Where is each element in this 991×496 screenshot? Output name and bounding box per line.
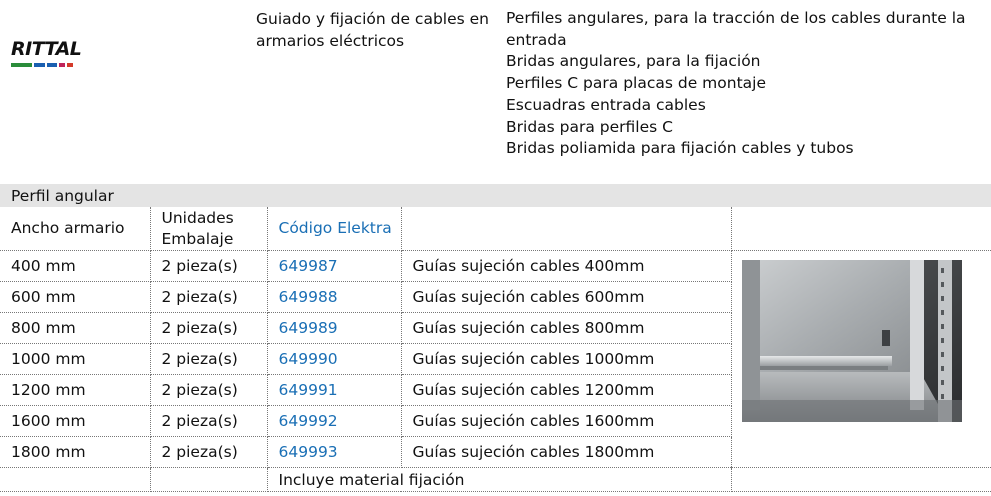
product-table: [0, 207, 991, 492]
cell-width: 800 mm: [0, 313, 150, 344]
column-header-image: [731, 207, 991, 251]
table-header-row: [0, 207, 991, 251]
product-image-cell: [731, 251, 991, 468]
cell-width: 600 mm: [0, 282, 150, 313]
cell-width: 1200 mm: [0, 375, 150, 406]
cell-width: 1000 mm: [0, 344, 150, 375]
cell-description: Guías sujeción cables 400mm: [401, 251, 731, 282]
column-header-width: Ancho armario: [0, 207, 150, 251]
cell-code-link[interactable]: 649990: [267, 344, 401, 375]
column-header-description: [401, 207, 731, 251]
product-item: Perfiles angulares, para la tracción de los cables durante la entrada: [506, 9, 966, 49]
footnote: Incluye material fijación: [267, 468, 731, 492]
cell-units: 2 pieza(s): [150, 313, 267, 344]
cabinet-photo-image: [742, 260, 962, 422]
product-photo: [742, 260, 962, 422]
column-header-units: Unidades Embalaje: [150, 207, 267, 251]
footer-empty-cell: [0, 468, 150, 492]
footer-empty-cell: [150, 468, 267, 492]
brand-color-bar: [11, 63, 75, 67]
cell-units: 2 pieza(s): [150, 344, 267, 375]
cell-units: 2 pieza(s): [150, 406, 267, 437]
cell-code-link[interactable]: 649993: [267, 437, 401, 468]
brand-name: RITTAL: [11, 38, 82, 60]
section-title: Perfil angular: [11, 187, 114, 205]
cell-description: Guías sujeción cables 1200mm: [401, 375, 731, 406]
cell-description: Guías sujeción cables 600mm: [401, 282, 731, 313]
column-header-code: Código Elektra: [267, 207, 401, 251]
cell-code-link[interactable]: 649987: [267, 251, 401, 282]
product-list: [506, 8, 976, 160]
cell-description: Guías sujeción cables 1800mm: [401, 437, 731, 468]
product-item: Bridas para perfiles C: [506, 117, 673, 136]
cell-code-link[interactable]: 649992: [267, 406, 401, 437]
cell-width: 1800 mm: [0, 437, 150, 468]
product-item: Bridas angulares, para la fijación: [506, 52, 761, 71]
footer-empty-cell: [731, 468, 991, 492]
product-item: Escuadras entrada cables: [506, 95, 706, 114]
lead-title: Guiado y fijación de cables en armarios eléctricos: [256, 10, 489, 50]
cell-width: 1600 mm: [0, 406, 150, 437]
cell-units: 2 pieza(s): [150, 437, 267, 468]
table-row: [0, 251, 991, 282]
cell-description: Guías sujeción cables 1600mm: [401, 406, 731, 437]
cell-description: Guías sujeción cables 1000mm: [401, 344, 731, 375]
cell-units: 2 pieza(s): [150, 282, 267, 313]
product-item: Perfiles C para placas de montaje: [506, 74, 766, 93]
table-footer-row: [0, 468, 991, 492]
cell-units: 2 pieza(s): [150, 375, 267, 406]
cell-code-link[interactable]: 649989: [267, 313, 401, 344]
cell-description: Guías sujeción cables 800mm: [401, 313, 731, 344]
rittal-logo: [11, 38, 82, 72]
cell-units: 2 pieza(s): [150, 251, 267, 282]
cell-width: 400 mm: [0, 251, 150, 282]
product-item: Bridas poliamida para fijación cables y tubos: [506, 139, 854, 158]
section-bar: [0, 184, 991, 207]
cell-code-link[interactable]: 649988: [267, 282, 401, 313]
cell-code-link[interactable]: 649991: [267, 375, 401, 406]
